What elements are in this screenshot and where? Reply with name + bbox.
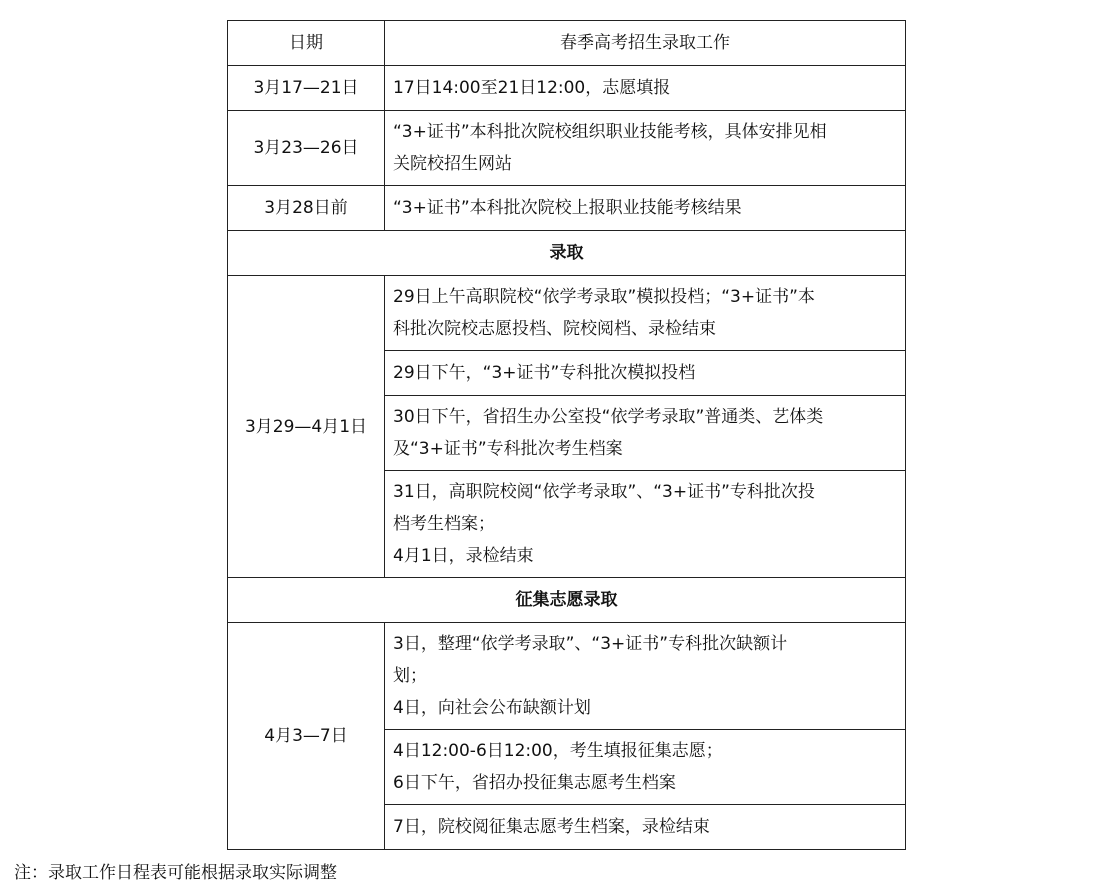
section-row-admission — [228, 231, 906, 276]
work-line: 4日，向社会公布缺额计划 — [393, 698, 591, 718]
table-row — [228, 276, 906, 351]
table-row — [228, 623, 906, 730]
footnote: 注：录取工作日程表可能根据录取实际调整 — [14, 863, 337, 883]
supplementary-item — [385, 623, 906, 730]
work-line: 29日上午高职院校“依学考录取”模拟投档；“3+证书”本 — [393, 287, 815, 307]
work-line: 17日14:00至21日12:00，志愿填报 — [393, 78, 671, 98]
admission-item — [385, 471, 906, 578]
header-date: 日期 — [228, 21, 385, 66]
admission-item — [385, 396, 906, 471]
work-line: 31日，高职院校阅“依学考录取”、“3+证书”专科批次投 — [393, 482, 815, 502]
work-line: 科批次院校志愿投档、院校阅档、录检结束 — [393, 319, 716, 339]
admission-item — [385, 276, 906, 351]
section-row-supplementary — [228, 578, 906, 623]
row-work — [385, 111, 906, 186]
work-line: 4日12:00-6日12:00，考生填报征集志愿； — [393, 741, 723, 761]
row-date: 3月28日前 — [228, 186, 385, 231]
work-line: 档考生档案； — [393, 514, 495, 534]
work-line: 30日下午，省招生办公室投“依学考录取”普通类、艺体类 — [393, 407, 824, 427]
work-line: 划； — [393, 666, 427, 686]
admission-date: 3月29—4月1日 — [228, 276, 385, 578]
work-line: “3+证书”本科批次院校上报职业技能考核结果 — [393, 198, 742, 218]
row-work — [385, 66, 906, 111]
work-line: 及“3+证书”专科批次考生档案 — [393, 439, 623, 459]
work-line: 29日下午，“3+证书”专科批次模拟投档 — [393, 363, 696, 383]
supplementary-item — [385, 805, 906, 850]
admission-item — [385, 351, 906, 396]
section-title-admission: 录取 — [228, 231, 906, 276]
row-work — [385, 186, 906, 231]
row-date: 3月23—26日 — [228, 111, 385, 186]
supplementary-item — [385, 730, 906, 805]
supplementary-date: 4月3—7日 — [228, 623, 385, 850]
row-date: 3月17—21日 — [228, 66, 385, 111]
section-title-supplementary: 征集志愿录取 — [228, 578, 906, 623]
table-row — [228, 111, 906, 186]
work-line: “3+证书”本科批次院校组织职业技能考核，具体安排见相 — [393, 122, 827, 142]
work-line: 3日，整理“依学考录取”、“3+证书”专科批次缺额计 — [393, 634, 788, 654]
table-row — [228, 66, 906, 111]
table-row — [228, 186, 906, 231]
work-line: 7日，院校阅征集志愿考生档案，录检结束 — [393, 817, 710, 837]
work-line: 关院校招生网站 — [393, 154, 512, 174]
schedule-table — [227, 20, 906, 850]
work-line: 6日下午，省招办投征集志愿考生档案 — [393, 773, 676, 793]
table-header-row — [228, 21, 906, 66]
work-line: 4月1日，录检结束 — [393, 546, 534, 566]
header-work: 春季高考招生录取工作 — [385, 21, 906, 66]
